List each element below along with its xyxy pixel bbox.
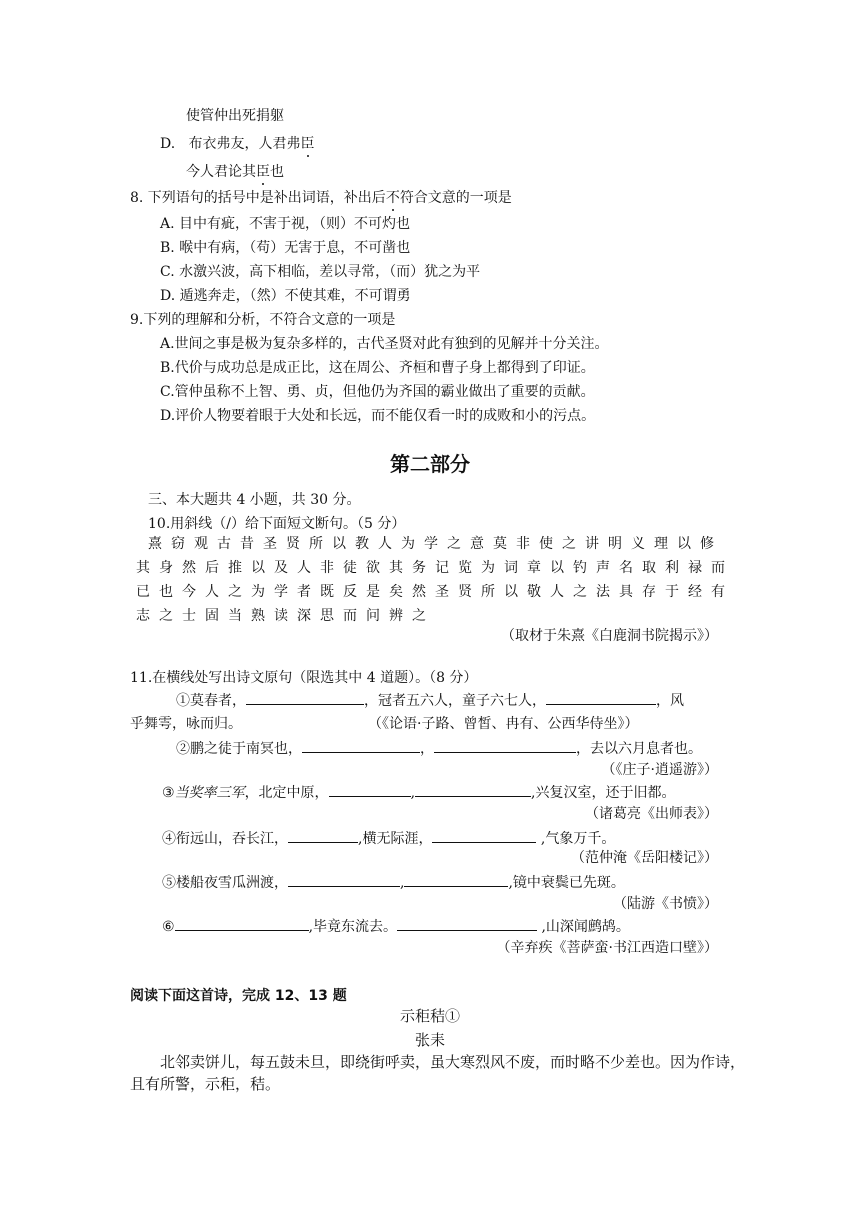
q9-option-c: C.管仲虽称不上智、勇、贞，但他仍为齐国的霸业做出了重要的贡献。 bbox=[160, 384, 595, 400]
line-text: ②鹏之徒于南冥也， bbox=[176, 741, 302, 757]
q7-c-second-line: 使管仲出死捐躯 bbox=[186, 108, 284, 124]
q8-option-d: D. 遁逃奔走，（然）不使其难，不可谓勇 bbox=[160, 288, 411, 304]
line-text: ， bbox=[420, 741, 434, 757]
q9-option-b: B.代价与成功总是成正比，这在周公、齐桓和曹子身上都得到了印证。 bbox=[160, 360, 595, 376]
line-text: ，去以六月息者也。 bbox=[576, 741, 702, 757]
q11-item-4-source: （范仲淹《岳阳楼记》） bbox=[571, 850, 718, 866]
line-text-end: 也 bbox=[270, 164, 284, 180]
line-text: ,横无际涯， bbox=[358, 831, 433, 847]
poem-title: 示秬秸① bbox=[399, 1007, 460, 1025]
q8-option-b: B. 喉中有病，（苟）无害于息，不可凿也 bbox=[160, 240, 411, 256]
q8-option-a: A. 目中有疵，不害于视，（则）不可灼也 bbox=[160, 216, 411, 232]
line-text: ⑤楼船夜雪瓜洲渡， bbox=[162, 875, 288, 891]
q8-stem bbox=[130, 188, 512, 208]
emphasis-char: 臣 bbox=[256, 164, 270, 180]
q11-item-2 bbox=[176, 738, 702, 759]
answer-blank[interactable] bbox=[329, 782, 411, 797]
q11-item-1 bbox=[176, 690, 684, 711]
section-three-instruction: 三、本大题共 4 小题，共 30 分。 bbox=[148, 492, 361, 508]
answer-blank[interactable] bbox=[175, 916, 309, 931]
q11-item-2-source: （《庄子·逍遥游》） bbox=[601, 762, 718, 778]
line-text: ，风 bbox=[656, 693, 684, 709]
line-text: ⑥ bbox=[162, 919, 175, 935]
line-text-italic: 当奖率三军 bbox=[174, 785, 245, 801]
q8-option-c: C. 水激兴波，高下相临，差以寻常，（而）犹之为平 bbox=[160, 264, 481, 280]
q11-item-5 bbox=[162, 872, 625, 893]
q10-passage-line-2: 其身然后推以及人非徒欲其务记览为词章以钓声名取利禄而 bbox=[136, 560, 734, 576]
poem-preface-line-1: 北邻卖饼儿，每五鼓未旦，即绕街呼卖，虽大寒烈风不废，而时略不少差也。因为作诗， bbox=[160, 1053, 746, 1071]
q10-passage-line-3: 已也今人之为学者既反是矣然圣贤所以敬人之法具存于经有 bbox=[136, 584, 734, 600]
answer-blank[interactable] bbox=[432, 828, 536, 843]
poem-preface-line-2: 且有所警，示秬，秸。 bbox=[130, 1075, 281, 1093]
q11-item-4 bbox=[162, 828, 615, 849]
line-text: ,毕竟东流去。 bbox=[308, 919, 398, 935]
poem-author: 张耒 bbox=[414, 1031, 445, 1049]
line-text: ,山深闻鹧鸪。 bbox=[537, 919, 630, 935]
part-two-heading: 第二部分 bbox=[390, 452, 470, 476]
q10-passage-line-1: 熹窃观古昔圣贤所以教人为学之意莫非使之讲明义理以修 bbox=[148, 536, 723, 552]
line-text: ,兴复汉室，还于旧都。 bbox=[531, 785, 676, 801]
q11-item-3 bbox=[162, 782, 675, 803]
option-label: D. bbox=[160, 136, 176, 152]
q9-option-d: D.评价人物要着眼于大处和长远，而不能仅看一时的成败和小的污点。 bbox=[160, 408, 596, 424]
line-text: ,镜中衰鬓已先斑。 bbox=[508, 875, 625, 891]
emphasis-char: 不 bbox=[385, 190, 400, 206]
answer-blank[interactable] bbox=[302, 738, 420, 753]
answer-blank[interactable] bbox=[434, 738, 576, 753]
q11-item-6-source: （辛弃疾《菩萨蛮·书江西造口壁》） bbox=[496, 940, 718, 956]
answer-blank[interactable] bbox=[288, 828, 358, 843]
q11-item-1-source: （《论语·子路、曾皙、冉有、公西华侍坐》） bbox=[368, 716, 639, 732]
q9-option-a: A.世间之事是极为复杂多样的，古代圣贤对此有独到的见解并十分关注。 bbox=[160, 336, 609, 352]
line-text: ，北定中原， bbox=[244, 785, 329, 801]
line-text: ③ bbox=[162, 785, 175, 801]
line-text: 今人君论其 bbox=[186, 164, 256, 180]
answer-blank[interactable] bbox=[404, 872, 508, 887]
line-text: ①莫春者， bbox=[176, 693, 246, 709]
answer-blank[interactable] bbox=[288, 872, 400, 887]
stem-text-end: 符合文意的一项是 bbox=[399, 190, 512, 206]
answer-blank[interactable] bbox=[415, 782, 531, 797]
q10-stem: 10.用斜线（/）给下面短文断句。（5 分） bbox=[148, 516, 406, 532]
q7-d-second-line bbox=[186, 162, 284, 182]
line-text: ，冠者五六人，童子六七人， bbox=[364, 693, 546, 709]
line-text: , bbox=[410, 785, 416, 801]
poem-intro: 阅读下面这首诗，完成 12、13 题 bbox=[130, 988, 347, 1004]
q11-item-5-source: （陆游《书愤》） bbox=[613, 896, 718, 912]
option-text: 布衣弗友，人君弗 bbox=[188, 136, 301, 152]
answer-blank[interactable] bbox=[546, 690, 656, 705]
answer-blank[interactable] bbox=[397, 916, 537, 931]
q7-option-d bbox=[160, 134, 315, 154]
answer-blank[interactable] bbox=[246, 690, 364, 705]
stem-text: 8. 下列语句的括号中是补出词语，补出后 bbox=[130, 190, 386, 206]
line-text: ④衔远山，吞长江， bbox=[162, 831, 288, 847]
emphasis-char: 臣 bbox=[300, 136, 315, 152]
q11-item-6 bbox=[162, 916, 630, 937]
line-text: , bbox=[400, 875, 405, 891]
q10-source: （取材于朱熹《白鹿洞书院揭示》） bbox=[501, 628, 718, 644]
line-text: ,气象万千。 bbox=[536, 831, 616, 847]
q11-stem: 11.在横线处写出诗文原句（限选其中 4 道题）。（8 分） bbox=[130, 670, 478, 686]
q10-passage-line-4: 志之士固当熟读深思而问辨之 bbox=[136, 608, 435, 624]
q11-item-3-source: （诸葛亮《出师表》） bbox=[585, 806, 718, 822]
q11-item-1-cont: 乎舞雩，咏而归。 bbox=[130, 716, 242, 732]
q9-stem: 9.下列的理解和分析，不符合文意的一项是 bbox=[130, 312, 396, 328]
